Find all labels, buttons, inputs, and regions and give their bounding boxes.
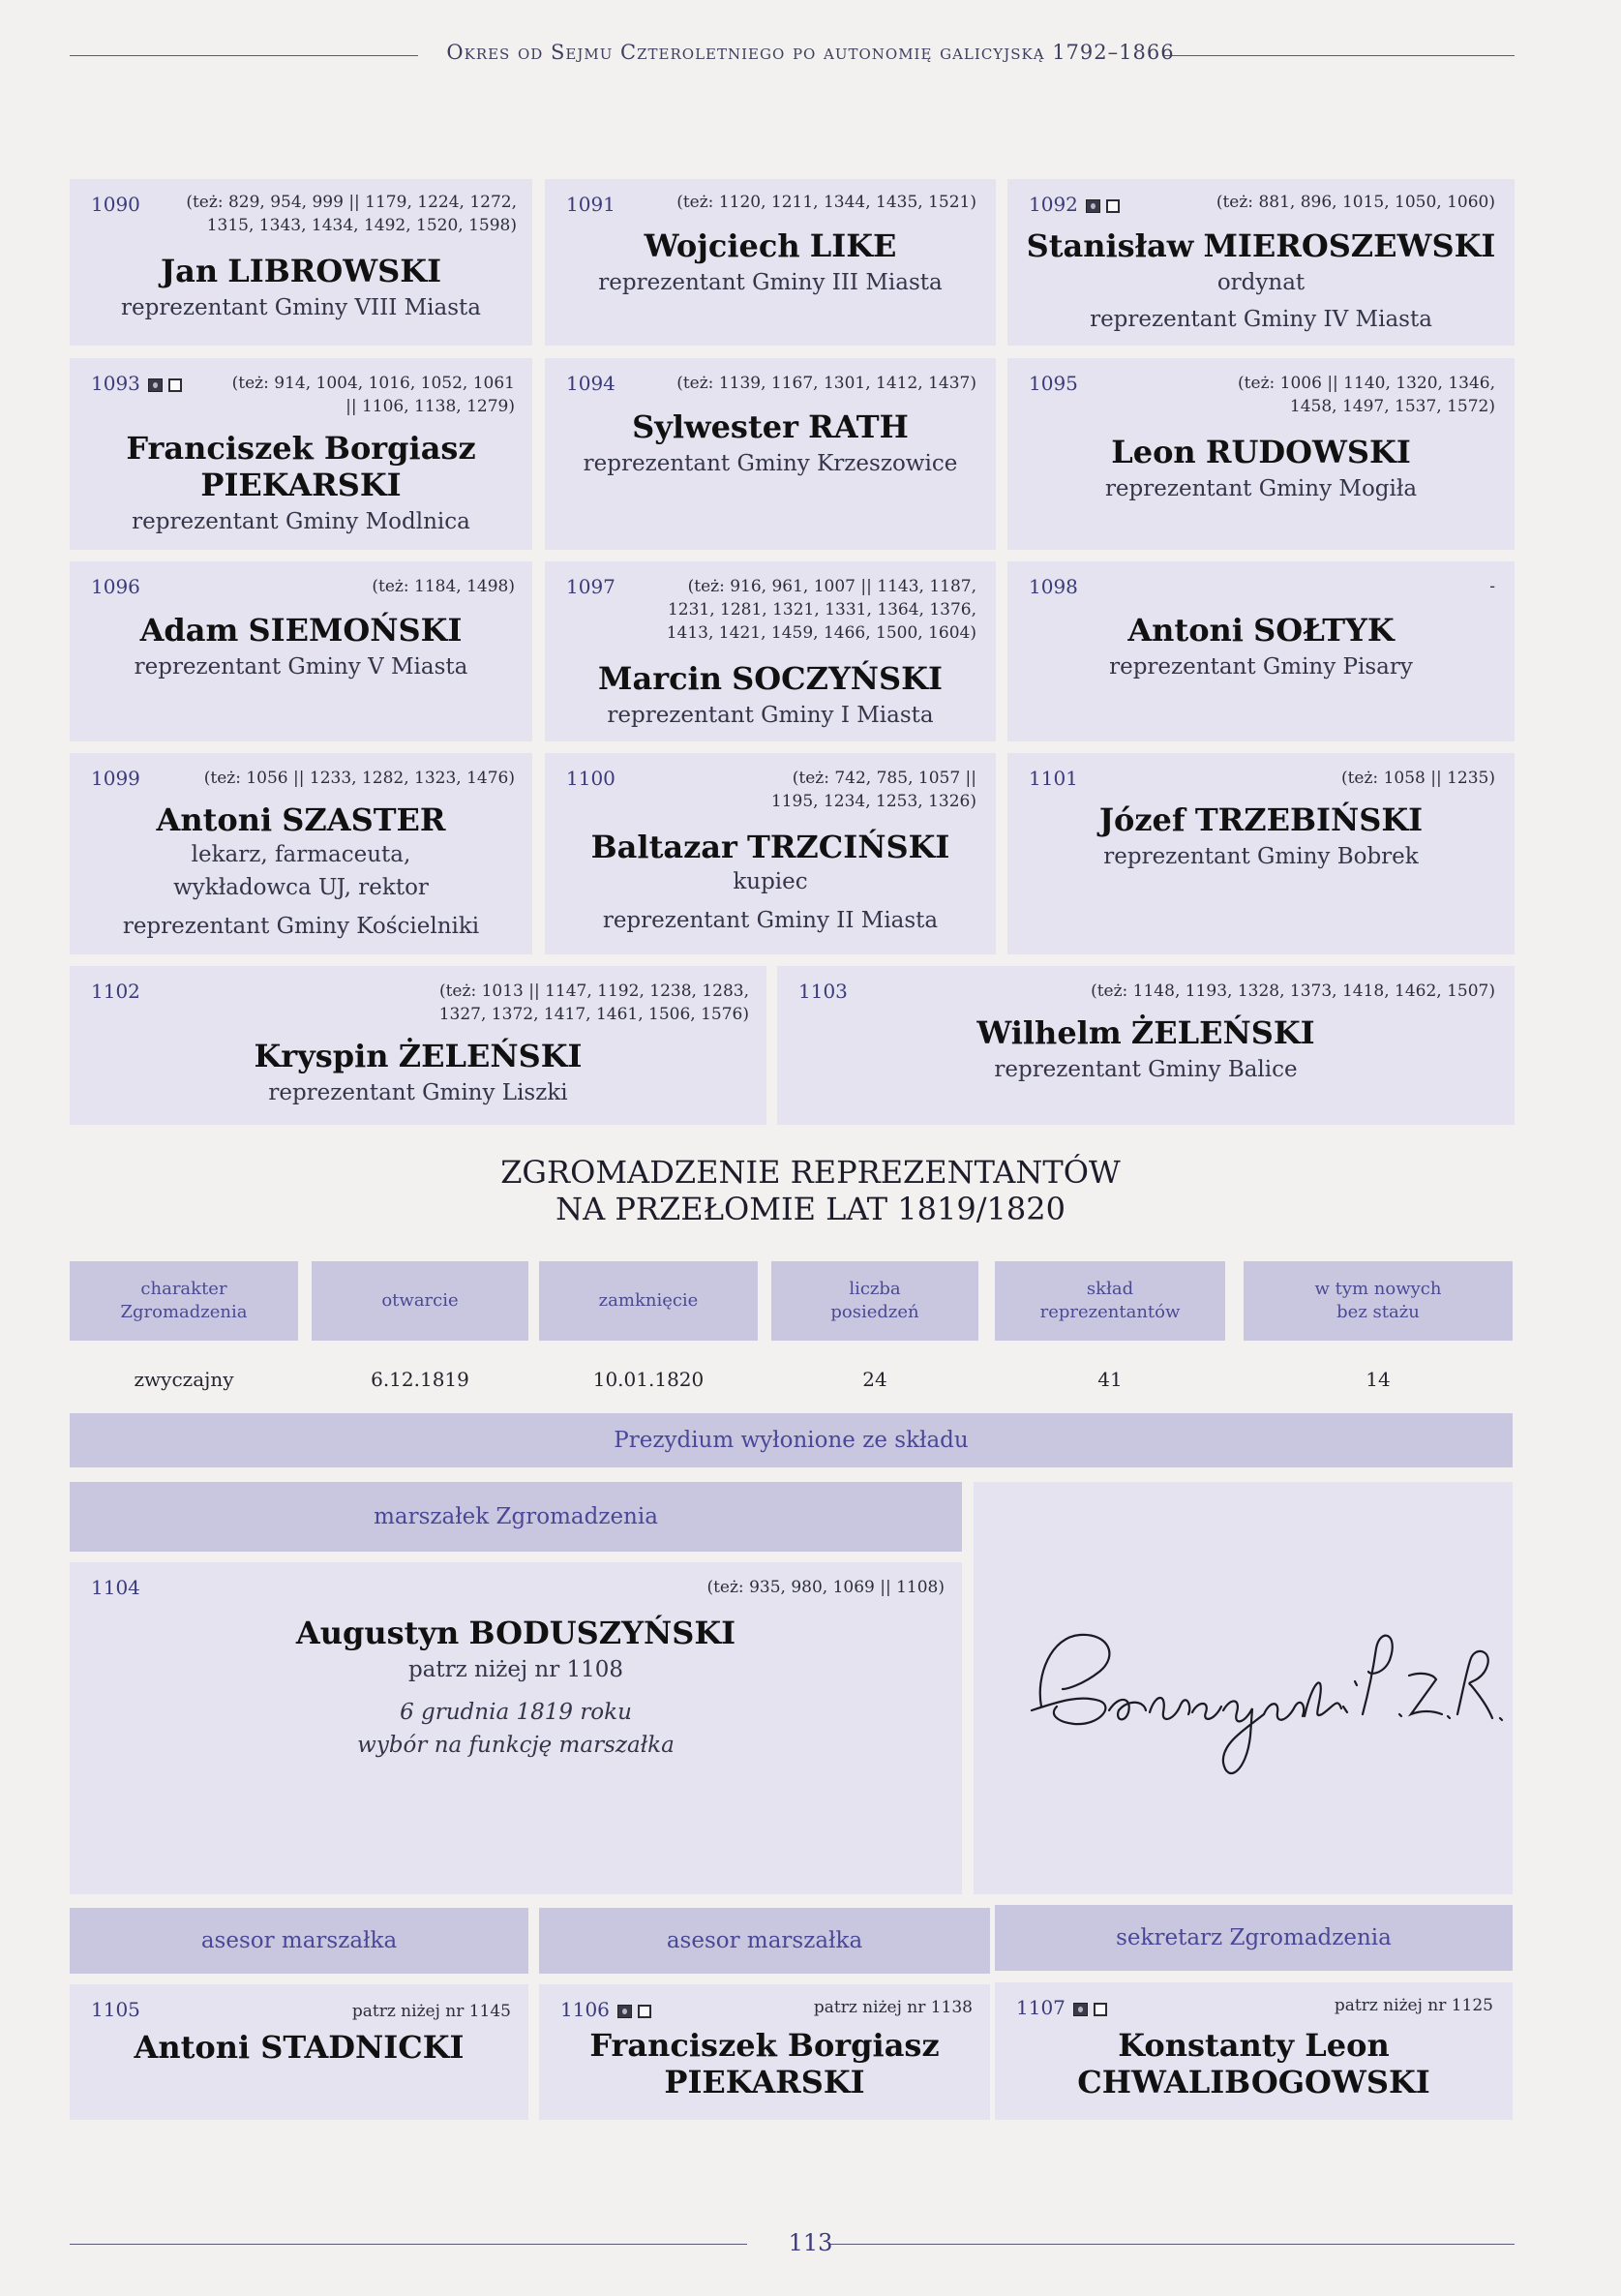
role: reprezentant Gminy Modlnica xyxy=(132,509,470,534)
surname: SOŁTYK xyxy=(1253,612,1395,649)
surname: SIEMOŃSKI xyxy=(248,612,463,649)
entry-number: 1102 xyxy=(91,980,140,1003)
checkbox-icon xyxy=(1094,2003,1107,2016)
running-head: Okres od Sejmu Czteroletniego po autonomię galicyjską 1792–1866 xyxy=(446,41,1175,64)
officer-bar-secretary: sekretarz Zgromadzenia xyxy=(995,1905,1513,1971)
surname: SOCZYŃSKI xyxy=(732,660,943,697)
entry-number xyxy=(1029,193,1120,216)
table-value-closing: 10.01.1820 xyxy=(592,1368,705,1391)
also-line: (też: 1148, 1193, 1328, 1373, 1418, 1462, 1507) xyxy=(1091,982,1495,1001)
entry-number: 1095 xyxy=(1029,372,1078,395)
page-number: 113 xyxy=(788,2229,833,2256)
table-header-composition: skład reprezentantów xyxy=(995,1261,1225,1341)
checkbox-icon xyxy=(1106,199,1120,213)
table-header-opening: otwarcie xyxy=(312,1261,528,1341)
entry-number-text: 1092 xyxy=(1029,193,1078,216)
signature-image xyxy=(974,1482,1513,1894)
first-name: Adam xyxy=(139,612,239,649)
section-title-line2: NA PRZEŁOMIE LAT 1819/1820 xyxy=(555,1191,1066,1227)
also-line: (też: 1056 || 1233, 1282, 1323, 1476) xyxy=(203,769,515,788)
entry-number: 1099 xyxy=(91,767,140,790)
role: reprezentant Gminy Balice xyxy=(994,1057,1298,1082)
surname: MIEROSZEWSKI xyxy=(1203,227,1496,264)
surname: RUDOWSKI xyxy=(1205,434,1411,470)
full-name: Antoni STADNICKI xyxy=(134,2029,465,2066)
first-name: Józef xyxy=(1098,801,1186,838)
svg-text:Boduszyński P.Z.R.: Boduszyński P.Z.R. xyxy=(974,1482,983,1483)
signature-panel xyxy=(974,1482,1513,1894)
first-name: Stanisław xyxy=(1026,227,1194,264)
surname: LIKE xyxy=(809,227,897,264)
role: reprezentant Gminy IV Miasta xyxy=(1090,307,1432,332)
cross-reference: patrz niżej nr 1125 xyxy=(1334,1996,1493,2015)
also-line: (też: 1013 || 1147, 1192, 1238, 1283, xyxy=(438,982,749,1001)
also-line: (też: 742, 785, 1057 || xyxy=(792,769,976,788)
surname: ŻELEŃSKI xyxy=(398,1038,583,1074)
role: ordynat xyxy=(1216,270,1306,295)
entry-number-text: 1107 xyxy=(1016,1996,1066,2019)
role: reprezentant Gminy Liszki xyxy=(268,1080,568,1105)
first-name: Marcin xyxy=(598,660,722,697)
table-value-opening: 6.12.1819 xyxy=(371,1368,469,1391)
entry-number: 1105 xyxy=(91,1998,140,2021)
entry-number: 1101 xyxy=(1029,767,1078,790)
first-name: Jan xyxy=(160,253,219,289)
surname: CHWALIBOGOWSKI xyxy=(1077,2064,1430,2100)
table-header-closing: zamknięcie xyxy=(539,1261,758,1341)
also-line: (też: 935, 980, 1069 || 1108) xyxy=(706,1578,945,1597)
role: kupiec xyxy=(733,869,808,894)
also-line: (też: 1120, 1211, 1344, 1435, 1521) xyxy=(676,193,976,212)
role: lekarz, farmaceuta, xyxy=(191,842,411,867)
marshal-card-1104 xyxy=(70,1562,962,1894)
portrait-icon xyxy=(148,378,163,392)
marshal-bar: marszałek Zgromadzenia xyxy=(70,1482,962,1552)
officer-card-1105 xyxy=(70,1984,528,2120)
entry-number: 1094 xyxy=(566,372,615,395)
also-line: (też: 1139, 1167, 1301, 1412, 1437) xyxy=(676,374,976,393)
entry-card-1096 xyxy=(70,561,532,741)
also-line: (też: 881, 896, 1015, 1050, 1060) xyxy=(1216,193,1495,212)
also-line: (też: 1006 || 1140, 1320, 1346, xyxy=(1238,374,1495,393)
cross-reference: patrz niżej nr 1138 xyxy=(813,1998,973,2017)
table-value-composition: 41 xyxy=(1097,1368,1123,1391)
first-name: Antoni xyxy=(156,801,273,838)
also-line: 1458, 1497, 1537, 1572) xyxy=(1289,397,1495,416)
also-line: 1413, 1421, 1459, 1466, 1500, 1604) xyxy=(666,623,976,643)
first-name: Wilhelm xyxy=(976,1014,1122,1051)
entry-number xyxy=(91,372,182,395)
officer-bar-assessor-2: asesor marszałka xyxy=(539,1908,990,1974)
entry-number: 1098 xyxy=(1029,575,1078,598)
first-name: Leon xyxy=(1111,434,1196,470)
role: reprezentant Gminy III Miasta xyxy=(598,270,943,295)
table-header-character: charakter Zgromadzenia xyxy=(70,1261,298,1341)
role: reprezentant Gminy Mogiła xyxy=(1104,476,1418,501)
table-header-sessions: liczba posiedzeń xyxy=(771,1261,978,1341)
first-name: Augustyn xyxy=(295,1615,460,1651)
also-line: 1327, 1372, 1417, 1461, 1506, 1576) xyxy=(438,1005,749,1024)
role: reprezentant Gminy Bobrek xyxy=(1103,844,1419,869)
role: reprezentant Gminy VIII Miasta xyxy=(120,295,481,320)
role: reprezentant Gminy Kościelniki xyxy=(122,914,480,939)
entry-number: 1090 xyxy=(91,193,140,216)
first-name: Franciszek Borgiasz xyxy=(126,430,476,467)
election-date: 6 grudnia 1819 roku xyxy=(400,1700,632,1725)
role: reprezentant Gminy V Miasta xyxy=(134,654,468,680)
section-title-line1: ZGROMADZENIE REPREZENTANTÓW xyxy=(500,1154,1121,1191)
surname: PIEKARSKI xyxy=(200,467,402,503)
surname: RATH xyxy=(808,408,909,445)
presidium-bar: Prezydium wyłonione ze składu xyxy=(70,1413,1513,1467)
first-name: Konstanty Leon xyxy=(1118,2027,1390,2064)
entry-card-1091 xyxy=(545,179,996,346)
section-title xyxy=(0,1154,1621,1227)
first-name: Baltazar xyxy=(590,829,737,865)
role: wykładowca UJ, rektor xyxy=(173,875,429,900)
entry-card-1099 xyxy=(70,753,532,954)
surname: ŻELEŃSKI xyxy=(1130,1014,1315,1051)
first-name: Wojciech xyxy=(644,227,800,264)
also-line: (też: 914, 1004, 1016, 1052, 1061 xyxy=(231,374,515,393)
also-line: || 1106, 1138, 1279) xyxy=(345,397,515,416)
table-value-character: zwyczajny xyxy=(134,1368,234,1391)
officer-bar-assessor-1: asesor marszałka xyxy=(70,1908,528,1974)
also-line: (też: 1058 || 1235) xyxy=(1340,769,1495,788)
entry-number: 1103 xyxy=(798,980,848,1003)
entry-card-1093 xyxy=(70,358,532,550)
entry-number: 1097 xyxy=(566,575,615,598)
also-line: (też: 829, 954, 999 || 1179, 1224, 1272, xyxy=(186,193,517,212)
portrait-icon xyxy=(1073,2003,1088,2016)
table-header-new: w tym nowych bez stażu xyxy=(1244,1261,1513,1341)
entry-number: 1096 xyxy=(91,575,140,598)
first-name: Franciszek Borgiasz xyxy=(589,2027,940,2064)
entry-card-1090 xyxy=(70,179,532,346)
surname: LIBROWSKI xyxy=(227,253,442,289)
also-line: (też: 1184, 1498) xyxy=(372,577,515,596)
also-line: - xyxy=(1489,577,1495,596)
role: reprezentant Gminy I Miasta xyxy=(607,703,934,728)
portrait-icon xyxy=(617,2005,632,2018)
entry-card-1095 xyxy=(1007,358,1515,550)
entry-card-1098 xyxy=(1007,561,1515,741)
surname: PIEKARSKI xyxy=(664,2064,865,2100)
entry-number xyxy=(1016,1996,1107,2019)
surname: BODUSZYŃSKI xyxy=(468,1615,736,1651)
entry-number xyxy=(560,1998,651,2021)
entry-number: 1100 xyxy=(566,767,615,790)
checkbox-icon xyxy=(638,2005,651,2018)
also-line: 1315, 1343, 1434, 1492, 1520, 1598) xyxy=(206,216,517,235)
role: reprezentant Gminy II Miasta xyxy=(602,908,939,933)
surname: TRZEBIŃSKI xyxy=(1194,801,1424,838)
cross-reference: patrz niżej nr 1145 xyxy=(351,2002,511,2021)
table-value-new: 14 xyxy=(1366,1368,1391,1391)
election-note: wybór na funkcję marszałka xyxy=(357,1733,675,1758)
portrait-icon xyxy=(1086,199,1100,213)
entry-card-1097 xyxy=(545,561,996,741)
role: reprezentant Gminy Pisary xyxy=(1109,654,1413,680)
officer-card-1106 xyxy=(539,1984,990,2120)
surname: SZASTER xyxy=(282,801,446,838)
officer-card-1107 xyxy=(995,1982,1513,2120)
role: reprezentant Gminy Krzeszowice xyxy=(583,451,958,476)
entry-number-text: 1106 xyxy=(560,1998,610,2021)
first-name: Antoni xyxy=(1127,612,1244,649)
entry-card-1101 xyxy=(1007,753,1515,954)
entry-card-1103 xyxy=(777,966,1515,1125)
cross-reference: patrz niżej nr 1108 xyxy=(407,1657,624,1682)
entry-card-1102 xyxy=(70,966,766,1125)
also-line: (też: 916, 961, 1007 || 1143, 1187, xyxy=(687,577,976,596)
entry-card-1092 xyxy=(1007,179,1515,346)
entry-card-1100 xyxy=(545,753,996,954)
also-line: 1195, 1234, 1253, 1326) xyxy=(770,792,976,811)
surname: TRZCIŃSKI xyxy=(747,829,950,865)
checkbox-icon xyxy=(168,378,182,392)
first-name: Kryspin xyxy=(254,1038,389,1074)
also-line: 1231, 1281, 1321, 1331, 1364, 1376, xyxy=(667,600,976,619)
table-value-sessions: 24 xyxy=(862,1368,887,1391)
first-name: Sylwester xyxy=(632,408,798,445)
entry-card-1094 xyxy=(545,358,996,550)
entry-number: 1104 xyxy=(91,1576,140,1599)
entry-number-text: 1093 xyxy=(91,372,140,395)
entry-number: 1091 xyxy=(566,193,615,216)
